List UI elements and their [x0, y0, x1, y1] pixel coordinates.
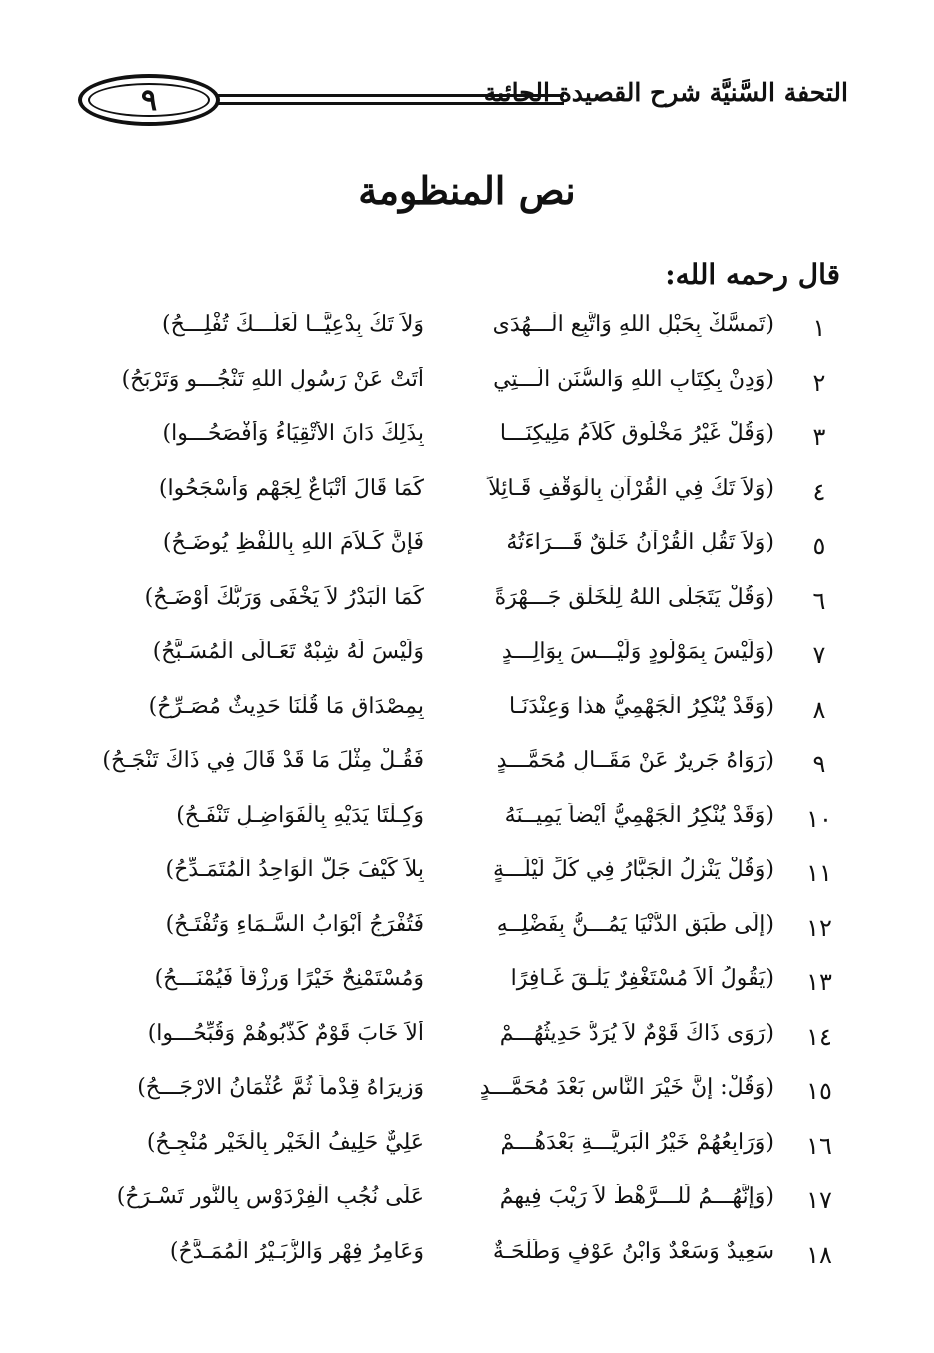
verse-row [0, 1015, 934, 1070]
verse-number: ١١ [806, 859, 832, 887]
verse-number: ١٥ [806, 1077, 832, 1105]
page-number-box [78, 74, 220, 126]
verse-row [0, 1124, 934, 1179]
verse-first-hemistich: سَعِيدٌ وَسَعْدٌ وَابْنُ عَوْفٍ وَطَلْحَـةٌ [492, 1238, 774, 1264]
verse-list [0, 306, 934, 1287]
verse-second-hemistich: فَإِنَّ كَـلاَمَ اللهِ بِاللَّفْظِ يُوضَـحُ) [162, 530, 424, 555]
page-header [68, 68, 848, 138]
verse-second-hemistich: عَلِيٌّ حَلِيفُ الْخَيْرِ بِالْخَيْرِ مُنْجِـحُ) [146, 1129, 424, 1155]
verse-row [0, 797, 934, 852]
verse-row [0, 851, 934, 906]
section-title: نص المنظومة [358, 168, 576, 213]
verse-number: ١٨ [806, 1240, 832, 1269]
verse-second-hemistich: وَزِيرَاهُ قِدْماً ثُمَّ عُثْمَانُ الارْجَـــحُ) [137, 1075, 424, 1100]
verse-first-hemistich: (إِلَى طَبَقِ الدُّنْيَا يَمُـــنُّ بِفَضْلِــهِ [496, 911, 774, 937]
verse-number: ٤ [812, 477, 826, 506]
verse-number: ٩ [812, 750, 826, 778]
verse-row [0, 470, 934, 525]
verse-first-hemistich: (رَوَى ذَاكَ قَوْمٌ لاَ يُرَدُّ حَدِيثُهُـــمْ [499, 1020, 774, 1046]
verse-row [0, 579, 934, 634]
verse-row [0, 306, 934, 361]
verse-second-hemistich: وَلَيْسَ لَهُ شِبْهٌ تَعَـالَى الْمُسَـبَّحُ) [152, 639, 424, 664]
verse-number: ٣ [812, 423, 826, 451]
verse-first-hemistich: (وَرَابِعُهُمْ خَيْرُ الْبَرِيَّـــةِ بَعْدَهُـــمْ [500, 1129, 774, 1155]
verse-second-hemistich: بِذَلِكَ دَانَ الأَتْقِيَاءُ وَأَفْصَحُـــوا) [162, 421, 424, 446]
verse-first-hemistich: (وَقَدْ يُنْكِرُ الْجَهْمِيُّ أَيْضاً يَمِيــنَهُ [504, 802, 774, 828]
verse-number: ١٧ [806, 1186, 832, 1214]
verse-first-hemistich: (وَلاَ تَقُلِ الْقُرْآنُ خَلْقٌ قَـــرَاءَتُهُ [506, 530, 774, 555]
verse-first-hemistich: (وَدِنْ بِكِتَابِ اللهِ وَالسُّنَنِ الَّـــتِي [493, 366, 774, 392]
verse-second-hemistich: وَمُسْتَمْنِحٌ خَيْرًا وَرِزْقاً فَيُمْنَـــحُ) [154, 966, 424, 991]
verse-first-hemistich: (وَإِنَّهُـــمُ لَلـــرَّهْطُ لاَ رَيْبَ فِيهِمُ [499, 1184, 774, 1209]
verse-first-hemistich: (يَقُولُ أَلاَ مُسْتَغْفِرٌ يَلْـقَ غَـافِرًا [510, 966, 774, 991]
verse-number: ١٠ [806, 804, 832, 833]
page-number: ٩ [140, 82, 158, 118]
verse-row [0, 688, 934, 743]
verse-number: ٦ [812, 586, 826, 615]
verse-second-hemistich: بِمِصْدَاقِ مَا قُلْنَا حَدِيثٌ مُصَـرِّحُ) [148, 693, 424, 719]
verse-second-hemistich: أَتَتْ عَنْ رَسُولِ اللهِ تَنْجُـــو وَتَرْبَحُ) [121, 366, 424, 392]
verse-first-hemistich: (وَقُلْ يَنْزِلُ الْجَبَّارُ فِي كُلِّ لَيْلَـــةٍ [493, 857, 774, 882]
verse-second-hemistich: وَكِـلْتَا يَدَيْهِ بِالْفَوَاضِـلِ تَنْفَـحُ) [176, 802, 424, 828]
verse-row [0, 524, 934, 579]
verse-row [0, 361, 934, 416]
verse-number: ٨ [812, 695, 826, 724]
verse-second-hemistich: أَلاَ خَابَ قَوْمٌ كَذَّبُوهُمْ وَقُبِّحُـــوا) [147, 1020, 424, 1046]
verse-number: ١٢ [806, 913, 832, 942]
verse-number: ٥ [812, 532, 826, 560]
verse-second-hemistich: وَلاَ تَكُ بِدْعِيًّــا لَعَلَّـــكَ تُفْلِـــحُ) [162, 312, 424, 337]
verse-first-hemistich: (وَقَدْ يُنْكِرُ الْجَهْمِيُّ هذا وَعِنْدَنَـا [509, 693, 774, 719]
verse-second-hemistich: بِلاَ كَيْفَ جَلَّ الْوَاحِدُ الْمُتَمَـدِّحُ) [165, 857, 424, 882]
verse-second-hemistich: وَعَامِرُ فِهْرٍ وَالزُّبَـيْرُ الْمُمَـدَّحُ) [169, 1238, 424, 1264]
verse-number: ٧ [812, 641, 826, 669]
verse-second-hemistich: كَمَا الْبَدْرُ لاَ يَخْفَى وَرَبُّكَ أَوْضَـحُ) [144, 584, 424, 610]
verse-first-hemistich: (وَقُلْ: إِنَّ خَيْرَ النَّاسِ بَعْدَ مُحَمَّـــدٍ [479, 1075, 774, 1100]
verse-row [0, 633, 934, 688]
verse-first-hemistich: (وَقُلْ يَتَجَلَّى اللهُ لِلْخَلْقِ جَـــهْرَةً [494, 584, 774, 610]
verse-number: ١٤ [806, 1022, 832, 1051]
verse-row [0, 415, 934, 470]
book-title: التحفة السَّنيَّة شرح القصيدة الحائية [483, 78, 848, 107]
verse-first-hemistich: (وَلاَ تَكُ فِي الْقُرْآنِ بِالْوَقْفِ قَـائِلاً [488, 475, 774, 501]
verse-first-hemistich: (وَلَيْسَ بِمَوْلُودٍ وَلَيْـــسَ بِوَالِـــدٍ [501, 639, 774, 664]
verse-number: ٢ [812, 368, 826, 397]
verse-number: ١٣ [806, 968, 832, 996]
verse-row [0, 1178, 934, 1233]
verse-second-hemistich: عَلَى نُجُبِ الْفِرْدَوْسِ بِالنُّورِ تَسْـرَحُ) [116, 1184, 424, 1209]
verse-row [0, 960, 934, 1015]
verse-second-hemistich: فَقُـلْ مِثْلَ مَا قَدْ قَالَ فِي ذَاكَ تَنْجَـحُ) [102, 748, 424, 773]
verse-first-hemistich: (رَوَاهُ جَرِيرٌ عَنْ مَقَــالِ مُحَمَّـــدٍ [496, 748, 774, 773]
verse-row [0, 742, 934, 797]
verse-row [0, 906, 934, 961]
verse-number: ١ [812, 314, 826, 342]
verse-first-hemistich: (تَمسَّكْ بِحَبْلِ اللهِ وَاتَّبِعِ الْـــهُدَى [492, 312, 774, 337]
verse-row [0, 1069, 934, 1124]
verse-row [0, 1233, 934, 1288]
verse-second-hemistich: فَتُفْرَجُ أَبْوَابُ السَّـمَاءِ وَتُفْتَـحُ) [165, 911, 424, 937]
verse-first-hemistich: (وَقُلْ غَيْرُ مَخْلُوقٍ كَلاَمُ مَلِيكِنَـــا [499, 421, 774, 446]
verse-second-hemistich: كَمَا قَالَ أَتْبَاعٌ لِجَهْمٍ وَأَسْجَحُوا) [158, 475, 424, 501]
verse-number: ١٦ [806, 1131, 832, 1160]
intro-line: قال رحمه الله: [665, 258, 840, 291]
